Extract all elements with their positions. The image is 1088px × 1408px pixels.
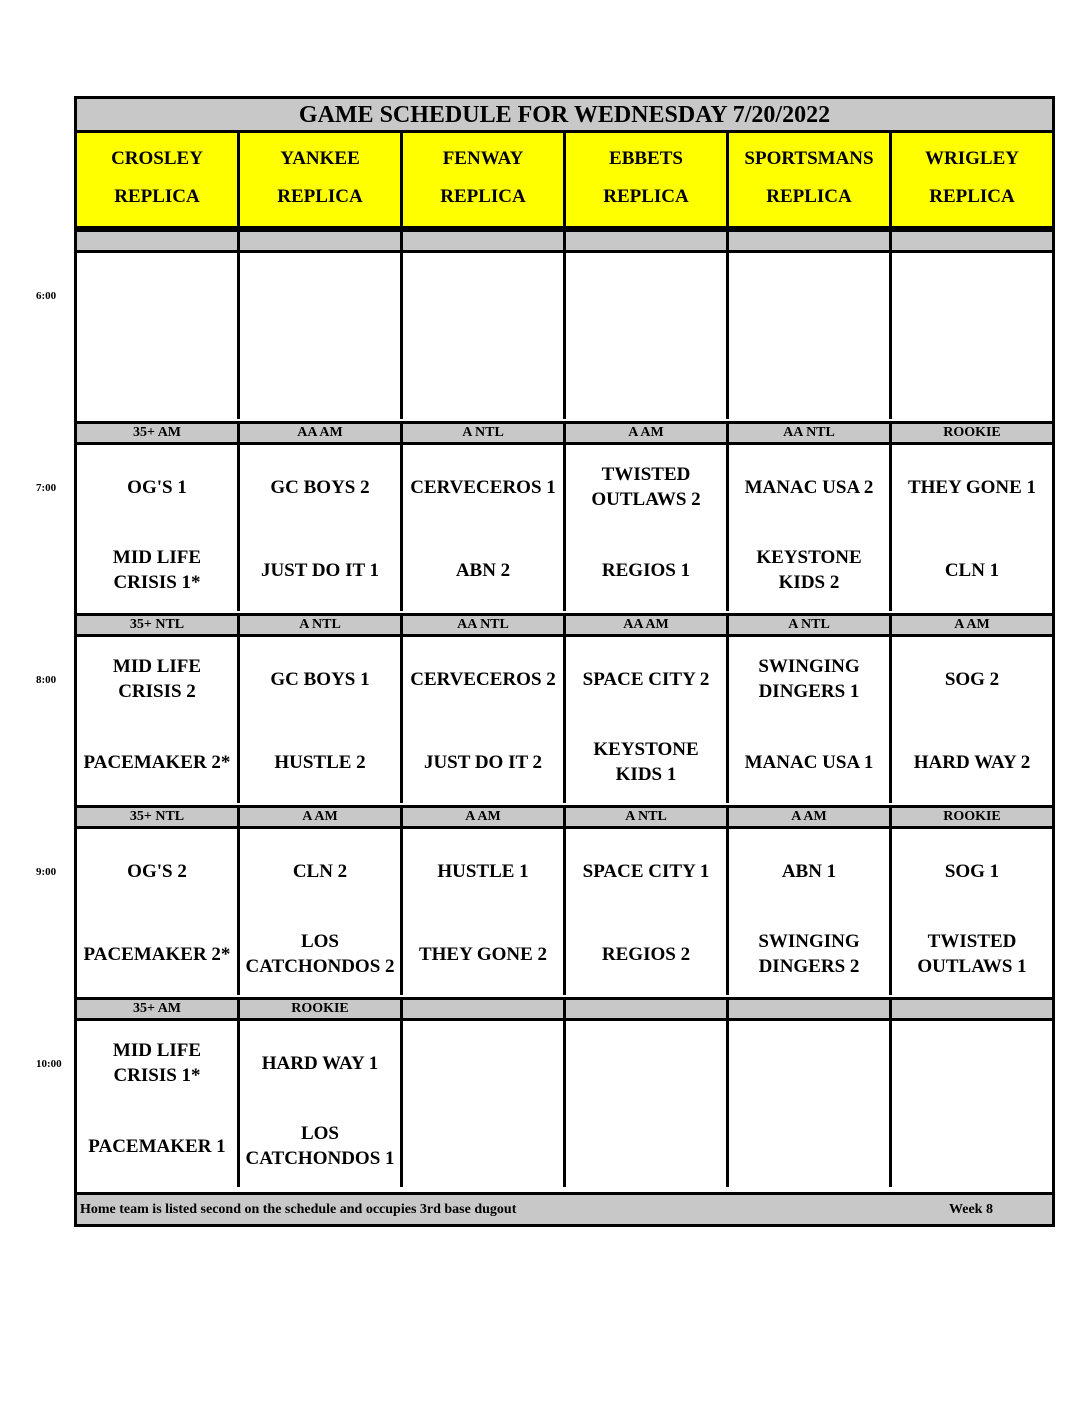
away-team: CLN 2 [292, 860, 348, 882]
home-team: KEYSTONE KIDS 2 [756, 547, 862, 593]
away-team [892, 253, 1052, 337]
game-cell [403, 445, 566, 611]
home-team: JUST DO IT 1 [260, 559, 380, 581]
field-header-wrigley [892, 133, 1052, 226]
game-cell [892, 1021, 1052, 1187]
field-type: REPLICA [440, 186, 526, 207]
field-name: FENWAY [442, 148, 524, 169]
division-label: AA AM [566, 616, 729, 634]
division-label [566, 1000, 729, 1018]
away-team [403, 253, 563, 337]
away-team: SWINGING DINGERS 1 [758, 656, 860, 702]
game-cell [729, 637, 892, 803]
home-team: PACEMAKER 1 [88, 1135, 226, 1157]
division-label [240, 232, 403, 250]
home-team: HARD WAY 2 [913, 751, 1031, 773]
home-team: CLN 1 [944, 559, 1000, 581]
division-label: A NTL [403, 424, 566, 442]
away-team: TWISTED OUTLAWS 2 [591, 464, 701, 510]
home-team [729, 1105, 889, 1187]
field-name: WRIGLEY [925, 148, 1019, 169]
away-team: THEY GONE 1 [907, 476, 1037, 498]
division-label [892, 1000, 1052, 1018]
footer-bar [77, 1192, 1052, 1224]
game-cell [240, 829, 403, 995]
home-team: REGIOS 1 [601, 559, 691, 581]
division-label [77, 232, 240, 250]
division-label: 35+ NTL [77, 808, 240, 826]
home-team: KEYSTONE KIDS 1 [593, 739, 699, 785]
division-label: ROOKIE [240, 1000, 403, 1018]
away-team: SOG 1 [944, 860, 1000, 882]
home-team: LOS CATCHONDOS 2 [245, 931, 395, 977]
game-cell [566, 253, 729, 419]
division-label [729, 232, 892, 250]
away-team [77, 253, 237, 337]
game-cell [566, 637, 729, 803]
away-team: HARD WAY 1 [261, 1052, 379, 1074]
time-label: 9:00 [36, 866, 57, 878]
field-header-yankee [240, 133, 403, 226]
game-cell [403, 637, 566, 803]
field-header-ebbets [566, 133, 729, 226]
division-label: A AM [729, 808, 892, 826]
game-cell [729, 829, 892, 995]
home-team [729, 337, 889, 419]
division-label: A AM [240, 808, 403, 826]
division-label: ROOKIE [892, 424, 1052, 442]
division-row [77, 805, 1052, 829]
away-team: CERVECEROS 1 [410, 476, 556, 498]
field-header-sportsmans [729, 133, 892, 226]
away-team: HUSTLE 1 [437, 860, 529, 882]
game-cell [892, 829, 1052, 995]
game-cell [403, 253, 566, 419]
game-cell [240, 637, 403, 803]
away-team [240, 253, 400, 337]
game-cell [566, 829, 729, 995]
home-team: TWISTED OUTLAWS 1 [917, 931, 1027, 977]
game-cell [729, 253, 892, 419]
schedule-table [74, 96, 1055, 1227]
home-team [566, 1105, 726, 1187]
away-team [566, 253, 726, 337]
away-team: SPACE CITY 1 [582, 860, 710, 882]
field-header-row [77, 133, 1052, 229]
game-cell [403, 1021, 566, 1187]
field-header-crosley [77, 133, 240, 226]
week-label: Week 8 [949, 1202, 993, 1217]
division-label [403, 1000, 566, 1018]
division-label: 35+ NTL [77, 616, 240, 634]
game-cell [892, 445, 1052, 611]
game-cell [77, 829, 240, 995]
game-cell [892, 637, 1052, 803]
field-name: EBBETS [609, 148, 683, 169]
field-name: SPORTSMANS [744, 148, 874, 169]
field-type: REPLICA [603, 186, 689, 207]
away-team: GC BOYS 1 [270, 668, 370, 690]
home-team [892, 337, 1052, 419]
division-label: A NTL [240, 616, 403, 634]
game-row [77, 829, 1052, 995]
away-team: SOG 2 [944, 668, 1000, 690]
home-team: MID LIFE CRISIS 1* [112, 547, 202, 593]
game-cell [566, 445, 729, 611]
home-team: PACEMAKER 2* [83, 943, 231, 965]
home-team: PACEMAKER 2* [83, 751, 231, 773]
game-cell [566, 1021, 729, 1187]
away-team [729, 1021, 889, 1105]
division-label: A NTL [566, 808, 729, 826]
field-header-fenway [403, 133, 566, 226]
home-team: JUST DO IT 2 [423, 751, 543, 773]
home-team [892, 1105, 1052, 1187]
time-label: 6:00 [36, 290, 57, 302]
away-team: MANAC USA 2 [744, 476, 874, 498]
time-label: 10:00 [36, 1058, 62, 1070]
home-team: SWINGING DINGERS 2 [758, 931, 860, 977]
home-team-note: Home team is listed second on the schedule and occupies 3rd base dugout [80, 1202, 517, 1217]
away-team [729, 253, 889, 337]
away-team: ABN 1 [781, 860, 837, 882]
field-name: YANKEE [280, 148, 360, 169]
division-row [77, 997, 1052, 1021]
time-label: 7:00 [36, 482, 57, 494]
division-row [77, 613, 1052, 637]
game-row [77, 253, 1052, 419]
game-row [77, 1021, 1052, 1187]
game-cell [77, 1021, 240, 1187]
time-label: 8:00 [36, 674, 57, 686]
away-team [566, 1021, 726, 1105]
schedule-title: GAME SCHEDULE FOR WEDNESDAY 7/20/2022 [77, 99, 1052, 133]
field-type: REPLICA [766, 186, 852, 207]
home-team: HUSTLE 2 [274, 751, 366, 773]
away-team: CERVECEROS 2 [410, 668, 556, 690]
division-label: 35+ AM [77, 424, 240, 442]
home-team [77, 337, 237, 419]
division-label [892, 232, 1052, 250]
home-team: MANAC USA 1 [744, 751, 874, 773]
away-team [892, 1021, 1052, 1105]
game-cell [729, 445, 892, 611]
home-team: ABN 2 [455, 559, 511, 581]
division-row [77, 229, 1052, 253]
game-cell [240, 445, 403, 611]
game-cell [77, 253, 240, 419]
game-cell [403, 829, 566, 995]
away-team [403, 1021, 563, 1105]
home-team [240, 337, 400, 419]
away-team: SPACE CITY 2 [582, 668, 710, 690]
division-label [729, 1000, 892, 1018]
division-label: AA AM [240, 424, 403, 442]
away-team: OG'S 1 [127, 476, 187, 498]
away-team: OG'S 2 [127, 860, 187, 882]
division-row [77, 421, 1052, 445]
away-team: GC BOYS 2 [270, 476, 370, 498]
division-label: AA NTL [403, 616, 566, 634]
division-label: A AM [566, 424, 729, 442]
field-name: CROSLEY [111, 148, 203, 169]
division-label: A NTL [729, 616, 892, 634]
home-team [403, 1105, 563, 1187]
division-label: A AM [892, 616, 1052, 634]
field-type: REPLICA [929, 186, 1015, 207]
home-team [566, 337, 726, 419]
division-label [566, 232, 729, 250]
division-label: AA NTL [729, 424, 892, 442]
home-team: THEY GONE 2 [418, 943, 548, 965]
division-label: ROOKIE [892, 808, 1052, 826]
game-cell [729, 1021, 892, 1187]
away-team: MID LIFE CRISIS 1* [112, 1040, 202, 1086]
home-team [403, 337, 563, 419]
field-type: REPLICA [277, 186, 363, 207]
field-type: REPLICA [114, 186, 200, 207]
game-cell [892, 253, 1052, 419]
game-row [77, 637, 1052, 803]
away-team: MID LIFE CRISIS 2 [112, 656, 202, 702]
home-team: REGIOS 2 [601, 943, 691, 965]
game-cell [240, 1021, 403, 1187]
division-label: A AM [403, 808, 566, 826]
division-label: 35+ AM [77, 1000, 240, 1018]
game-cell [77, 637, 240, 803]
division-label [403, 232, 566, 250]
game-row [77, 445, 1052, 611]
home-team: LOS CATCHONDOS 1 [245, 1123, 395, 1169]
game-cell [240, 253, 403, 419]
game-cell [77, 445, 240, 611]
